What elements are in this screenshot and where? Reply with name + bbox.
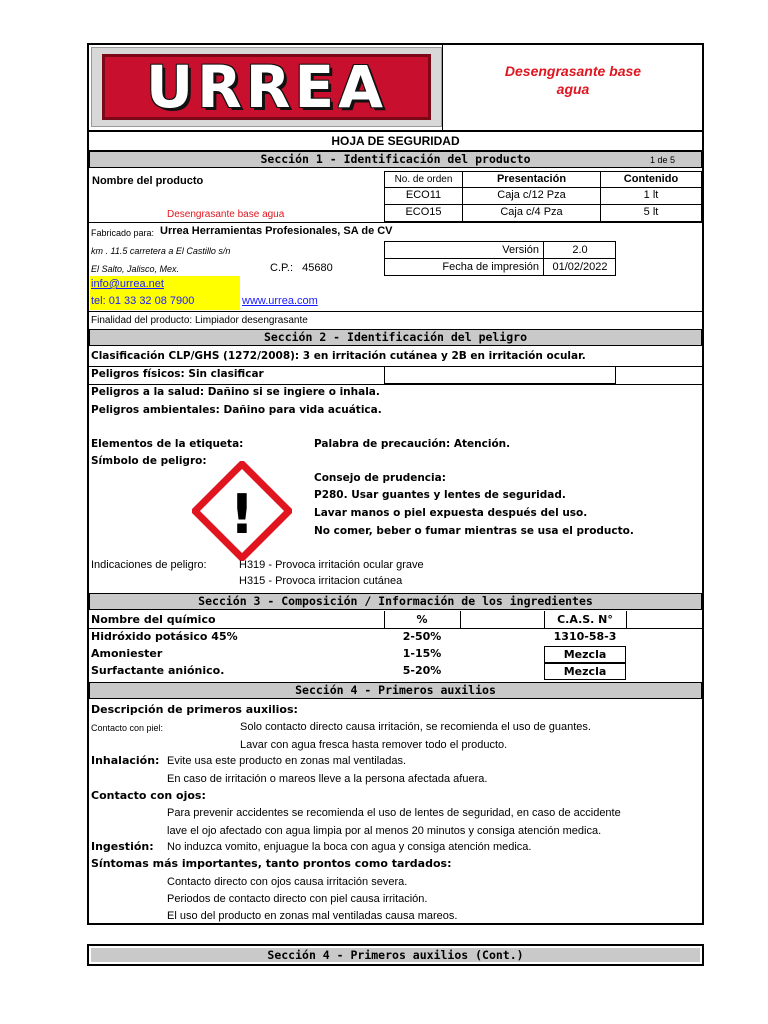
symptom-line1: Contacto directo con ojos causa irritación severa. (167, 876, 408, 888)
divider (385, 258, 615, 259)
postal-code (270, 261, 333, 275)
eye-contact-line1: Para prevenir accidentes se recomienda el uso de lentes de seguridad, en caso de accidente (167, 807, 621, 819)
divider (460, 611, 461, 628)
product-name: Desengrasante base agua (167, 209, 285, 220)
table-cell: ECO11 (384, 187, 463, 205)
table-cell: Amoniester (91, 647, 163, 660)
product-title (442, 62, 704, 98)
manufactured-for-label: Fabricado para: (91, 228, 155, 238)
first-aid-description-title: Descripción de primeros auxilios: (91, 703, 298, 716)
logo-plate (102, 54, 431, 120)
divider (89, 222, 702, 223)
ingestion-line1: No induzca vomito, enjuague la boca con agua y consiga atención medica. (167, 841, 532, 853)
logo-text: URREA (146, 53, 387, 121)
percent-header: % (416, 613, 428, 626)
postal-code-value: 45680 (302, 262, 333, 274)
address-line1: km . 11.5 carretera a El Castillo s/n (91, 246, 231, 256)
section1-title: Sección 1 - Identificación del producto (260, 152, 531, 166)
print-date-value: 01/02/2022 (552, 261, 608, 273)
skin-contact-line2: Lavar con agua fresca hasta remover todo el producto. (240, 739, 508, 751)
environmental-hazards: Peligros ambientales: Dañino para vida acuática. (91, 404, 382, 416)
website-link[interactable]: www.urrea.com (242, 295, 318, 307)
section4-continued-bar (87, 944, 704, 966)
content-col-header: Contenido (600, 171, 702, 188)
ghs-exclamation-pictogram (192, 461, 292, 561)
postal-code-label: C.P.: (270, 262, 294, 274)
skin-contact-label: Contacto con piel: (91, 723, 164, 733)
table-cell: 1-15% (402, 647, 442, 660)
table-cell: 5 lt (600, 204, 702, 222)
advice-p280: P280. Usar guantes y lentes de seguridad. (314, 489, 566, 501)
table-cell: 5-20% (402, 664, 442, 677)
version-value: 2.0 (572, 244, 588, 256)
product-title-line1: Desengrasante base (504, 63, 642, 79)
section3-title-bar (89, 593, 702, 610)
advice-title: Consejo de prudencia: (314, 472, 446, 484)
table-cell: Mezcla (544, 646, 626, 663)
table-cell: Caja c/12 Pza (462, 187, 601, 205)
product-purpose: Finalidad del producto: Limpiador desengrasante (91, 315, 308, 326)
symptom-line2: Periodos de contacto directo con piel causa irritación. (167, 893, 428, 905)
email-link[interactable]: info@urrea.net (91, 278, 164, 290)
version-label: Versión (502, 244, 539, 256)
product-title-line2: agua (556, 81, 590, 97)
hazard-h319: H319 - Provoca irritación ocular grave (239, 559, 424, 571)
order-table (384, 171, 702, 222)
table-cell: Hidróxido potásico 45% (91, 630, 238, 643)
table-cell: 1310-58-3 (553, 630, 617, 643)
product-name-label: Nombre del producto (92, 175, 204, 187)
chemical-name-header: Nombre del químico (91, 613, 216, 626)
advice-no-eat: No comer, beber o fumar mientras se usa el producto. (314, 525, 634, 537)
address-line2: El Salto, Jalisco, Mex. (91, 264, 180, 274)
ghs-classification: Clasificación CLP/GHS (1272/2008): 3 en irritación cutánea y 2B en irritación ocular. (91, 350, 586, 362)
divider (89, 311, 702, 312)
print-date-label: Fecha de impresión (442, 261, 539, 273)
section1-title-bar (89, 151, 702, 168)
section4-continued-title: Sección 4 - Primeros auxilios (Cont.) (91, 948, 700, 962)
section3-title: Sección 3 - Composición / Información de los ingredientes (198, 594, 593, 608)
symptoms-title: Síntomas más importantes, tanto prontos como tardados: (91, 857, 452, 870)
inhalation-line1: Evite usa este producto en zonas mal ventiladas. (167, 755, 407, 767)
hazard-h315: H315 - Provoca irritacion cutánea (239, 575, 403, 587)
symptom-line3: El uso del producto en zonas mal ventiladas causa mareos. (167, 910, 458, 922)
ingestion-label: Ingestión: (91, 840, 154, 853)
signal-word: Palabra de precaución: Atención. (314, 438, 511, 450)
inhalation-line2: En caso de irritación o mareos lleve a la persona afectada afuera. (167, 773, 488, 785)
table-cell: 2-50% (402, 630, 442, 643)
company-name: Urrea Herramientas Profesionales, SA de CV (160, 225, 393, 237)
table-cell: 1 lt (600, 187, 702, 205)
version-box (384, 241, 616, 276)
label-elements: Elementos de la etiqueta: (91, 438, 244, 450)
page-number: 1 de 5 (649, 155, 675, 165)
divider (626, 611, 627, 628)
table-cell: ECO15 (384, 204, 463, 222)
exclamation-icon: ! (229, 483, 255, 546)
skin-contact-line1: Solo contacto directo causa irritación, se recomienda el uso de guantes. (240, 721, 591, 733)
brand-logo (91, 47, 442, 127)
presentation-col-header: Presentación (462, 171, 601, 188)
section2-title: Sección 2 - Identificación del peligro (263, 330, 528, 344)
physical-hazards: Peligros físicos: Sin clasificar (91, 368, 264, 380)
sheet-title: HOJA DE SEGURIDAD (331, 134, 460, 148)
blank-field (384, 366, 616, 384)
ingredients-table (89, 611, 702, 680)
cas-header: C.A.S. N° (557, 613, 613, 626)
table-cell: Mezcla (544, 663, 626, 680)
table-cell: Caja c/4 Pza (462, 204, 601, 222)
eye-contact-line2: lave el ojo afectado con agua limpia por al menos 20 minutos y consiga atención medica. (167, 825, 602, 837)
hazard-indications-label: Indicaciones de peligro: (91, 559, 207, 571)
eye-contact-label: Contacto con ojos: (91, 789, 206, 802)
section2-title-bar (89, 329, 702, 346)
health-hazards: Peligros a la salud: Dañino si se ingiere o inhala. (91, 386, 380, 398)
section4-title: Sección 4 - Primeros auxilios (295, 683, 496, 697)
advice-wash: Lavar manos o piel expuesta después del uso. (314, 507, 588, 519)
order-col-header: No. de orden (384, 171, 463, 188)
inhalation-label: Inhalación: (91, 754, 160, 767)
hazard-symbol-label: Símbolo de peligro: (91, 455, 207, 467)
phone-number: tel: 01 33 32 08 7900 (91, 295, 195, 307)
section4-title-bar (89, 682, 702, 699)
table-cell: Surfactante aniónico. (91, 664, 225, 677)
